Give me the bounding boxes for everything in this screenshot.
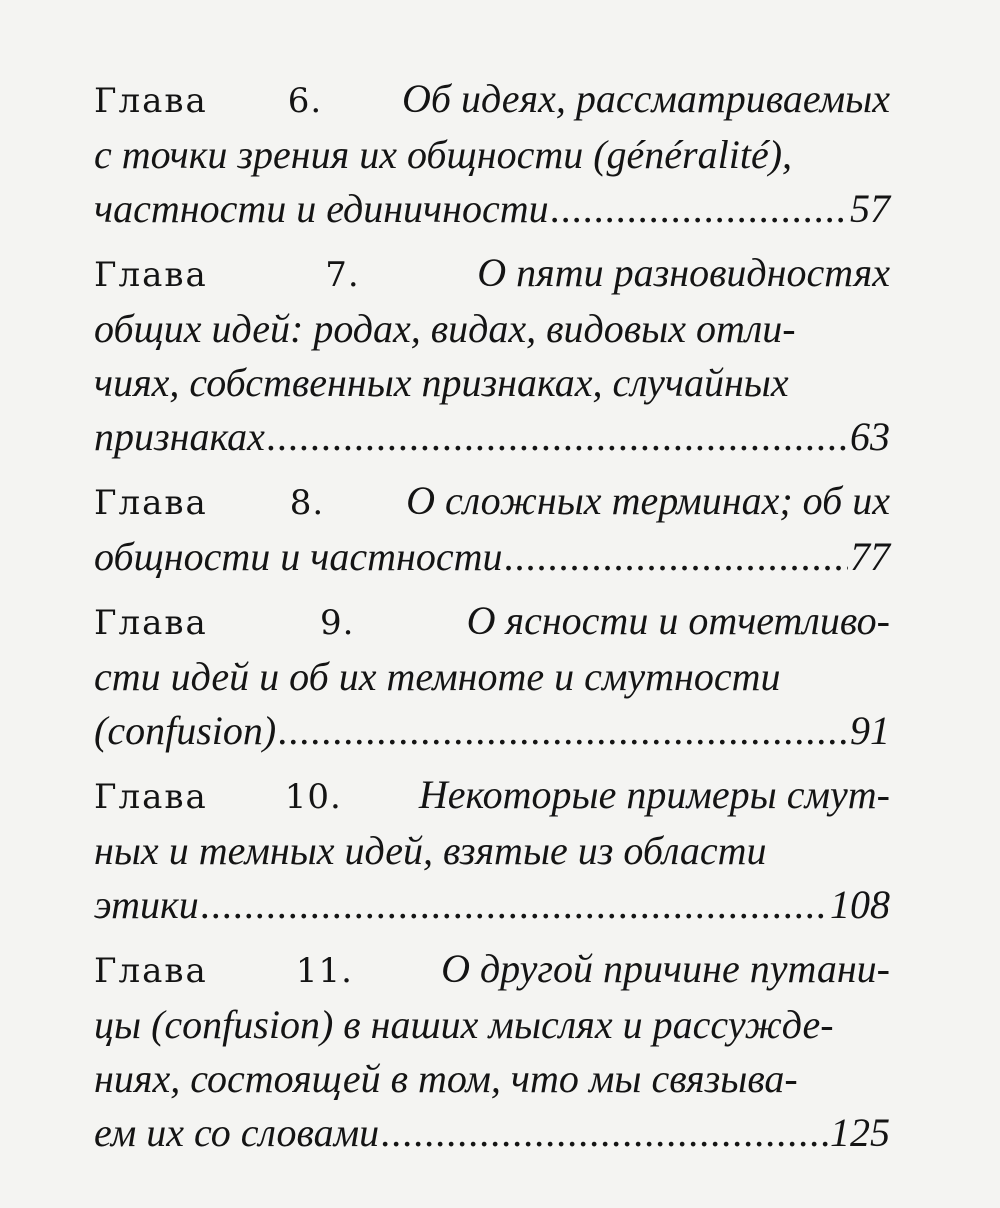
chapter-number: 6. (287, 81, 323, 121)
dot-leader (278, 704, 848, 758)
page-number: 125 (830, 1110, 890, 1155)
toc-entry-first-line (94, 246, 890, 302)
toc-entry-chapter-8[interactable] (94, 474, 890, 584)
chapter-title-end: этики (94, 882, 199, 927)
page-number: 77 (850, 534, 890, 579)
page-number: 57 (850, 186, 890, 231)
chapter-title-start: Некоторые примеры смут- (418, 772, 890, 817)
toc-entry-last-line (94, 1106, 890, 1160)
chapter-title-line: с точки зрения их общности (généralité), (94, 132, 793, 177)
chapter-title-start: О другой причине путани- (441, 946, 890, 991)
dot-leader (201, 878, 828, 932)
chapter-label: Глава (94, 483, 208, 523)
chapter-number: 11. (295, 951, 353, 991)
toc-entry-chapter-10[interactable] (94, 768, 890, 932)
chapter-label: Глава (94, 777, 208, 817)
chapter-title-end: признаках (94, 414, 265, 459)
toc-entry-line (94, 998, 890, 1052)
dot-leader (267, 410, 848, 464)
toc-entry-chapter-9[interactable] (94, 594, 890, 758)
chapter-label: Глава (94, 255, 208, 295)
chapter-title-end: (confusion) (94, 708, 277, 753)
chapter-title-line: чиях, собственных признаках, случайных (94, 360, 789, 405)
toc-entry-line (94, 1052, 890, 1106)
chapter-label: Глава (94, 81, 208, 121)
chapter-number: 9. (319, 603, 355, 643)
dot-leader (381, 1106, 828, 1160)
chapter-title-end: частности и единичности (94, 186, 549, 231)
toc-entry-line (94, 128, 890, 182)
chapter-number: 7. (325, 255, 360, 295)
toc-entry-first-line (94, 768, 890, 824)
toc-entry-first-line (94, 942, 890, 998)
toc-entry-chapter-7[interactable] (94, 246, 890, 464)
chapter-title-line: сти идей и об их темноте и смутности (94, 654, 781, 699)
dot-leader (551, 182, 848, 236)
chapter-title-start: О ясности и отчетливо- (466, 598, 890, 643)
chapter-title-end: общности и частности (94, 534, 503, 579)
page-number: 63 (850, 414, 890, 459)
toc-entry-chapter-6[interactable] (94, 72, 890, 236)
page-number: 108 (830, 882, 890, 927)
chapter-label: Глава (94, 951, 208, 991)
toc-entry-line (94, 824, 890, 878)
toc-entry-last-line (94, 704, 890, 758)
chapter-title-end: ем их со словами (94, 1110, 380, 1155)
chapter-title-start: Об идеях, рассматриваемых (402, 76, 890, 121)
toc-entry-line (94, 650, 890, 704)
toc-entry-chapter-11[interactable] (94, 942, 890, 1160)
toc-entry-first-line (94, 594, 890, 650)
page-number: 91 (850, 708, 890, 753)
toc-entry-first-line (94, 72, 890, 128)
chapter-title-line: общих идей: родах, видах, видовых отли- (94, 306, 796, 351)
toc-entry-last-line (94, 410, 890, 464)
chapter-number: 8. (289, 483, 325, 523)
chapter-title-start: О пяти разновидностях (477, 250, 890, 295)
chapter-title-start: О сложных терминах; об их (406, 478, 890, 523)
table-of-contents (94, 72, 890, 1170)
chapter-number: 10. (284, 777, 342, 817)
toc-entry-first-line (94, 474, 890, 530)
chapter-title-line: ниях, состоящей в том, что мы связыва- (94, 1056, 798, 1101)
toc-entry-last-line (94, 530, 890, 584)
toc-entry-line (94, 302, 890, 356)
toc-entry-last-line (94, 182, 890, 236)
toc-entry-last-line (94, 878, 890, 932)
dot-leader (504, 530, 848, 584)
chapter-title-line: ных и темных идей, взятые из области (94, 828, 767, 873)
chapter-title-line: цы (confusion) в наших мыслях и рассужде- (94, 1002, 834, 1047)
chapter-label: Глава (94, 603, 208, 643)
toc-entry-line (94, 356, 890, 410)
